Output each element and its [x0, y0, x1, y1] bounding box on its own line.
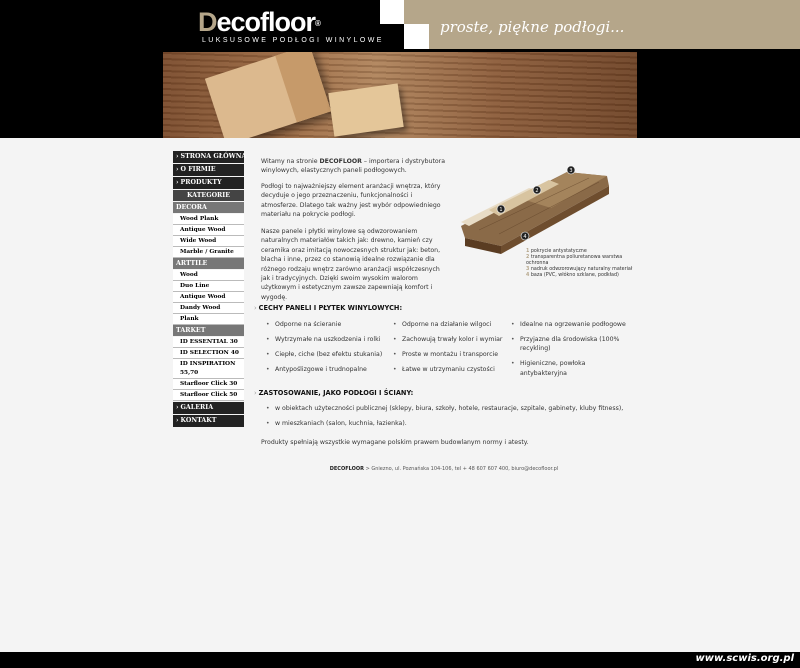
- watermark: www.scwis.org.pl: [695, 653, 794, 664]
- intro-text-3: Nasze panele i płytki winylowe są odwzorowaniem naturalnych materiałów takich jak: drewno, kamień czy ceramika oraz imitacją nowoczesnych struktur jak: beton, blacha i inne, przez co stanowią idealne rozwiązanie dla różnego rodzaju wnętrz zarówno aranżacji współczesnych jak i tradycyjnych. Dzięki swoim wysokim walorom użytkowym i estetycznym zawsze zapewniają komfort i wygodę.: [261, 228, 441, 301]
- intro-paragraph-1: [261, 157, 446, 176]
- feature-item: • Odporne na działanie wilgoci: [391, 320, 511, 329]
- features-column-3: [509, 320, 629, 384]
- feature-item: • Higieniczne, powłoka antybakteryjna: [509, 359, 629, 378]
- feature-item: • Odporne na ścieranie: [264, 320, 384, 329]
- sidebar-nav: [173, 151, 247, 428]
- feature-item: • Przyjazne dla środowiska (100% recykling): [509, 335, 629, 354]
- footer-contact: > Gniezno, ul. Poznańska 104-106, tel + 48 607 607 400, biuro@decofloor.pl: [364, 466, 559, 472]
- nav-label: GALERIA: [180, 404, 214, 411]
- nav-item-id-selection[interactable]: ID SELECTION 40: [173, 348, 244, 359]
- header: [0, 0, 800, 52]
- use-item: • w mieszkaniach (salon, kuchnia, łazienka).: [264, 419, 634, 428]
- feature-item: • Antypoślizgowe i trudnopalne: [264, 365, 384, 374]
- features-column-1: [264, 320, 384, 380]
- logo-initial: D: [198, 7, 217, 37]
- chevron-right-icon: ›: [176, 417, 179, 424]
- nav-item-plank[interactable]: Plank: [173, 314, 244, 325]
- nav-item-id-inspiration[interactable]: ID INSPIRATION 55,70: [173, 359, 244, 379]
- nav-label: STRONA GŁÓWNA: [180, 153, 247, 160]
- nav-item-antique-wood[interactable]: Antique Wood: [173, 225, 244, 236]
- nav-item-antique-wood-arttile[interactable]: Antique Wood: [173, 292, 244, 303]
- logo-registered-mark: ®: [315, 19, 320, 28]
- legend-item: 3 nadruk odwzorowujący naturalny materiał: [526, 267, 633, 272]
- intro-text: Witamy na stronie: [261, 158, 320, 165]
- bottom-bar: [0, 652, 800, 668]
- logo[interactable]: [198, 6, 320, 38]
- legend-item: 2 transparentna poliuretanowa warstwa ochronna: [526, 255, 623, 266]
- banner-image: [163, 52, 637, 138]
- feature-item: • Ciepłe, ciche (bez efektu stukania): [264, 350, 384, 359]
- tagline: LUKSUSOWE PODŁOGI WINYLOWE: [202, 37, 384, 44]
- footer: [254, 465, 634, 474]
- diagram-legend: [526, 249, 634, 279]
- nav-item-wood-plank[interactable]: Wood Plank: [173, 214, 244, 225]
- categories-heading: KATEGORIE: [173, 190, 244, 201]
- chevron-right-icon: ›: [176, 153, 179, 160]
- nav-label: KONTAKT: [180, 417, 217, 424]
- slogan: proste, piękne podłogi...: [440, 18, 625, 36]
- logo-text: ecofloor: [216, 7, 316, 37]
- uses-heading: › ZASTOSOWANIE, JAKO PODŁOGI I ŚCIANY:: [254, 389, 414, 397]
- nav-products[interactable]: [173, 177, 244, 189]
- nav-item-duo-line[interactable]: Duo Line: [173, 281, 244, 292]
- compliance-note: Produkty spełniają wszystkie wymagane polskim prawem budowlanym normy i atesty.: [261, 439, 529, 446]
- nav-label: PRODUKTY: [180, 179, 222, 186]
- chevron-right-icon: ›: [176, 166, 179, 173]
- nav-group-arttile[interactable]: ARTTILE: [173, 258, 244, 269]
- feature-item: • Łatwe w utrzymaniu czystości: [391, 365, 511, 374]
- nav-group-decora[interactable]: DECORA: [173, 202, 244, 213]
- feature-item: • Wytrzymałe na uszkodzenia i rolki: [264, 335, 384, 344]
- feature-item: • Zachowują trwały kolor i wymiar: [391, 335, 511, 344]
- intro-brand: DECOFLOOR: [319, 158, 362, 165]
- features-heading: › CECHY PANELI I PŁYTEK WINYLOWYCH:: [254, 304, 403, 312]
- nav-item-starfloor-50[interactable]: Starfloor Click 50: [173, 390, 244, 401]
- use-item: • w obiektach użyteczności publicznej (sklepy, biura, szkoły, hotele, restauracje, szpitale, gabinety, kluby fitness),: [264, 404, 634, 413]
- intro-paragraph-3: [261, 227, 446, 302]
- footer-brand: DECOFLOOR: [329, 466, 364, 472]
- diagram-label-4: 4: [523, 234, 527, 240]
- nav-item-starfloor-30[interactable]: Starfloor Click 30: [173, 379, 244, 390]
- nav-item-dandy-wood[interactable]: Dandy Wood: [173, 303, 244, 314]
- legend-item: 1 pokrycie antystatyczne: [526, 249, 587, 254]
- intro-text-2: Podłogi to najważniejszy element aranżacji wnętrza, który decyduje o jego przeznaczeniu, funkcjonalności i atmosferze. Dlatego tak ważny jest wybór odpowiedniego materiału na pokrycie podłogi.: [261, 183, 441, 219]
- nav-item-wide-wood[interactable]: Wide Wood: [173, 236, 244, 247]
- logo-emblem: [380, 0, 429, 49]
- nav-group-tarket[interactable]: TARKET: [173, 325, 244, 336]
- intro-paragraph-2: [261, 182, 446, 220]
- diagram-label-3: 3: [569, 168, 573, 174]
- diagram-label-1: 1: [499, 207, 503, 213]
- uses-list: [264, 404, 634, 434]
- chevron-right-icon: ›: [176, 404, 179, 411]
- nav-about[interactable]: [173, 164, 244, 176]
- nav-contact[interactable]: [173, 415, 244, 427]
- legend-item: 4 baza (PVC, włókno szklane, podkład): [526, 273, 619, 278]
- intro-text-cont: – importera i dystrybutora winylowych, elastycznych paneli podłogowych.: [261, 158, 446, 175]
- chevron-right-icon: ›: [176, 179, 179, 186]
- feature-item: • Proste w montażu i transporcie: [391, 350, 511, 359]
- nav-item-id-essential[interactable]: ID ESSENTIAL 30: [173, 337, 244, 348]
- nav-home[interactable]: [173, 151, 247, 163]
- nav-item-wood[interactable]: Wood: [173, 270, 244, 281]
- feature-item: • Idealne na ogrzewanie podłogowe: [509, 320, 629, 329]
- features-column-2: [391, 320, 511, 380]
- nav-item-marble-granite[interactable]: Marble / Granite: [173, 247, 244, 258]
- nav-label: O FIRMIE: [180, 166, 216, 173]
- diagram-label-2: 2: [535, 188, 539, 194]
- nav-gallery[interactable]: [173, 402, 244, 414]
